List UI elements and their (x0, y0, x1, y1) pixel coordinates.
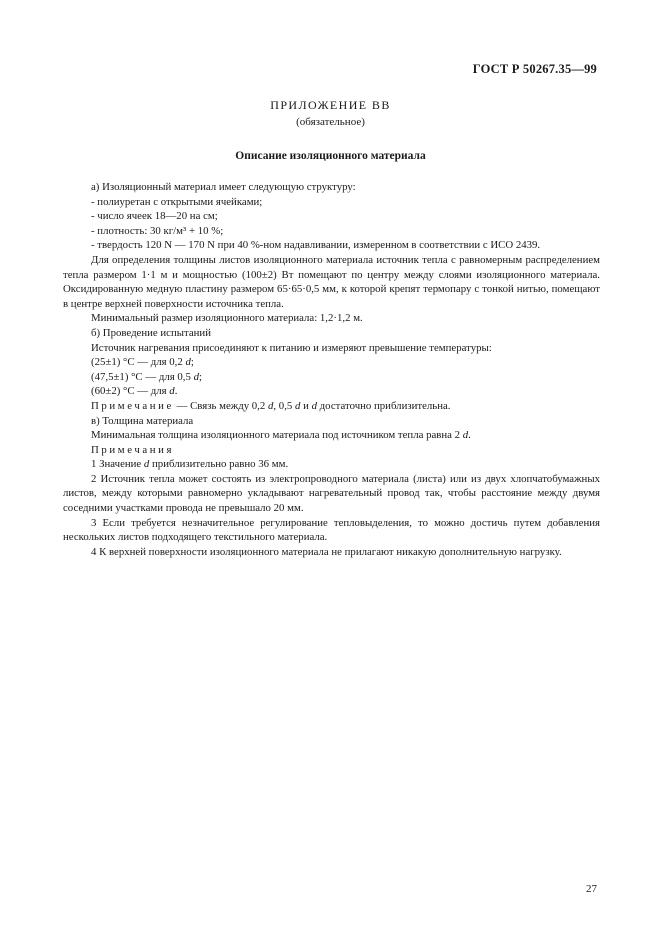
document-body (63, 180, 600, 559)
appendix-status: (обязательное) (296, 116, 365, 128)
section-title: Описание изоляционного материала (235, 150, 426, 162)
paragraph-min-size: Минимальный размер изоляционного материала: 1,2·1,2 м. (91, 312, 363, 325)
paragraph-heating-source: Источник нагревания присоединяют к питанию и измеряют превышение температуры: (91, 341, 492, 354)
appendix-label: ПРИЛОЖЕНИЕ ВВ (270, 98, 391, 112)
list-item: - плотность: 30 кг/м³ + 10 %; (91, 224, 224, 237)
paragraph-min-thickness: Минимальная толщина изоляционного материала под источником тепла равна 2 d. (91, 429, 471, 442)
list-item: - твердость 120 N — 170 N при 40 %-ном надавливании, измеренном в соответствии с ИСО 2439. (91, 239, 541, 252)
notes-heading: Примечания (91, 443, 175, 456)
temperature-item: (25±1) °С — для 0,2 d; (91, 356, 194, 369)
paragraph-structure-intro: а) Изоляционный материал имеет следующую структуру: (91, 181, 356, 193)
note-item: 1 Значение d приблизительно равно 36 мм. (91, 458, 289, 471)
note-relationship: Примечание — Связь между 0,2 d, 0,5 d и d достаточно приблизительна. (91, 399, 451, 412)
subsection-heading-tests: б) Проведение испытаний (91, 326, 211, 339)
paragraph-thickness-determination: Для определения толщины листов изоляционного материала источник тепла с равномерным распределением тепла размером 1·1 м и мощностью (100±2) Вт помещают по центру между слоями изоляционного материала. Оксидированную медную пластину размером 65·65·0,5 мм, к которой крепят термопару с тонкой нитью, помещают в центре верхней поверхности источника тепла. (63, 253, 600, 310)
list-item: - число ячеек 18—20 на см; (91, 210, 218, 223)
document-number: ГОСТ Р 50267.35—99 (472, 62, 597, 76)
list-item: - полиуретан с открытыми ячейками; (91, 195, 263, 208)
temperature-item: (47,5±1) °С — для 0,5 d; (91, 370, 202, 383)
subsection-heading-thickness: в) Толщина материала (91, 414, 194, 427)
temperature-item: (60±2) °С — для d. (91, 385, 178, 398)
note-item: 3 Если требуется незначительное регулирование тепловыделения, то можно достичь путем добавления нескольких листов подходящего текстильного материала. (63, 516, 600, 544)
note-item: 4 К верхней поверхности изоляционного материала не прилагают никакую дополнительную нагрузку. (91, 545, 562, 558)
note-item: 2 Источник тепла может состоять из электропроводного материала (листа) или из двух хлопчатобумажных листов, между которыми равномерно укладывают нагревательный провод так, чтобы расстояние между двумя соседними участками провода не превышало 20 мм. (63, 472, 600, 515)
page-number: 27 (586, 883, 597, 895)
